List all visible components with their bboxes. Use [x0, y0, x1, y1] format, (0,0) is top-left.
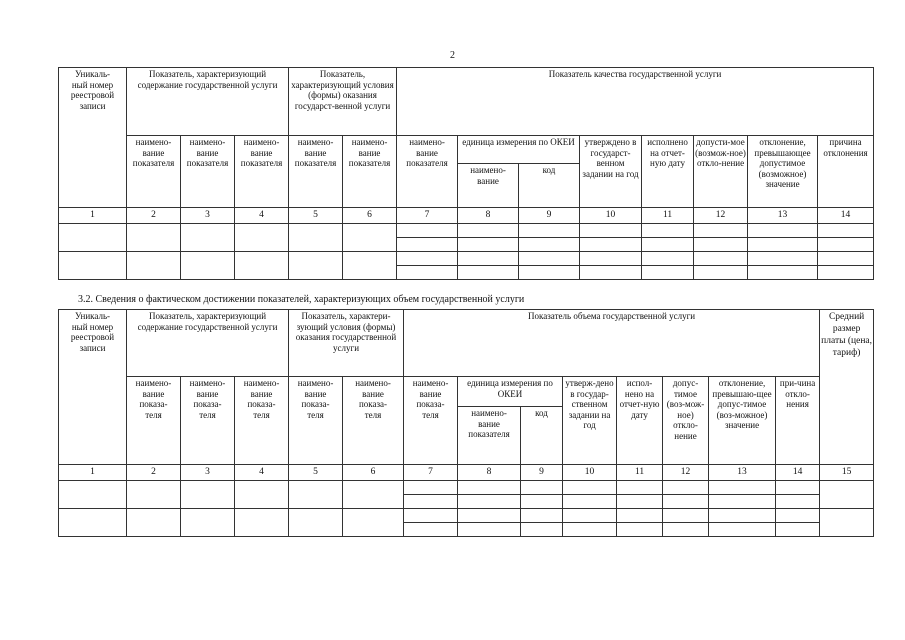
- table-cell[interactable]: [458, 238, 519, 252]
- table-row: [59, 481, 874, 495]
- column-number: 10: [580, 208, 642, 224]
- table-cell[interactable]: [458, 266, 519, 280]
- header-deviation-reason: при-чина откло-нения: [776, 377, 820, 465]
- table-cell[interactable]: [663, 481, 709, 495]
- table-cell[interactable]: [59, 252, 127, 280]
- table-cell[interactable]: [343, 224, 397, 252]
- header-conditions-indicator: Показатель, характеризующий условия (формы) оказания государст-венной услуги: [289, 68, 397, 136]
- table-cell[interactable]: [617, 481, 663, 495]
- header-approved: утверж-дено в государ-ственном задании на год: [563, 377, 617, 465]
- column-number: 7: [397, 208, 458, 224]
- header-deviation-reason: причина отклонения: [818, 136, 874, 208]
- column-number: 6: [343, 208, 397, 224]
- header-okei-name: наимено- вание: [458, 164, 519, 208]
- table-row: [59, 509, 874, 523]
- table-cell[interactable]: [127, 252, 181, 280]
- header-indicator-name: наимено- вание показа- теля: [127, 377, 181, 465]
- table-cell[interactable]: [709, 509, 776, 523]
- column-number: 12: [663, 465, 709, 481]
- table-cell[interactable]: [127, 481, 181, 509]
- table-cell[interactable]: [235, 252, 289, 280]
- table-cell[interactable]: [748, 238, 818, 252]
- header-indicator-name: наимено- вание показателя: [235, 136, 289, 208]
- header-deviation-over: отклонение, превышаю-щее допус-тимое (воз-можное) значение: [709, 377, 776, 465]
- table-cell[interactable]: [59, 509, 127, 537]
- table-cell[interactable]: [563, 523, 617, 537]
- table-cell[interactable]: [343, 509, 404, 537]
- header-content-indicator: Показатель, характеризующий содержание государственной услуги: [127, 310, 289, 377]
- header-average-price: Средний размер платы (цена, тариф): [820, 310, 874, 465]
- column-number: 14: [818, 208, 874, 224]
- volume-indicators-table: [58, 309, 874, 537]
- column-number: 13: [748, 208, 818, 224]
- table-cell[interactable]: [617, 509, 663, 523]
- column-number: 7: [404, 465, 458, 481]
- table-cell[interactable]: [694, 252, 748, 266]
- table-cell[interactable]: [181, 509, 235, 537]
- column-number: 10: [563, 465, 617, 481]
- table-cell[interactable]: [181, 224, 235, 252]
- table-cell[interactable]: [709, 495, 776, 509]
- table-cell[interactable]: [580, 266, 642, 280]
- table-cell[interactable]: [776, 481, 820, 495]
- column-number: 2: [127, 465, 181, 481]
- header-allowed-deviation: допусти-мое (возмож-ное) откло-нение: [694, 136, 748, 208]
- table-cell[interactable]: [818, 252, 874, 266]
- header-approved: утверждено в государст-венном задании на год: [580, 136, 642, 208]
- table-cell[interactable]: [59, 481, 127, 509]
- header-allowed-deviation: допус-тимое (воз-мож-ное) откло-нение: [663, 377, 709, 465]
- table-cell[interactable]: [776, 495, 820, 509]
- table-cell[interactable]: [521, 495, 563, 509]
- table-cell[interactable]: [404, 509, 458, 523]
- table-cell[interactable]: [519, 224, 580, 238]
- header-okei-code: код: [519, 164, 580, 208]
- table-cell[interactable]: [397, 224, 458, 238]
- table-cell[interactable]: [663, 495, 709, 509]
- table-cell[interactable]: [818, 266, 874, 280]
- table-cell[interactable]: [289, 481, 343, 509]
- table-cell[interactable]: [519, 252, 580, 266]
- table-row: [59, 252, 874, 266]
- header-volume-indicator: Показатель объема государственной услуги: [404, 310, 820, 377]
- table-cell[interactable]: [235, 509, 289, 537]
- header-indicator-name: наимено- вание показа- теля: [235, 377, 289, 465]
- table-cell[interactable]: [458, 224, 519, 238]
- table-cell[interactable]: [709, 523, 776, 537]
- table-cell[interactable]: [642, 266, 694, 280]
- table-cell[interactable]: [748, 252, 818, 266]
- column-number: 11: [642, 208, 694, 224]
- table-cell[interactable]: [397, 266, 458, 280]
- table-cell[interactable]: [642, 224, 694, 238]
- table-cell[interactable]: [519, 238, 580, 252]
- table-cell[interactable]: [343, 481, 404, 509]
- table-row: [59, 224, 874, 238]
- table-cell[interactable]: [458, 495, 521, 509]
- column-number: 6: [343, 465, 404, 481]
- table-cell[interactable]: [694, 266, 748, 280]
- header-indicator-name: наимено- вание показателя: [289, 136, 343, 208]
- header-okei-code: код: [521, 407, 563, 465]
- header-indicator-name: наимено- вание показателя: [343, 136, 397, 208]
- column-number: 8: [458, 208, 519, 224]
- header-okei-unit: единица измерения по ОКЕИ: [458, 136, 580, 164]
- header-unique-number: Уникаль- ный номер реестровой записи: [59, 310, 127, 465]
- table-cell[interactable]: [748, 224, 818, 238]
- column-number: 5: [289, 465, 343, 481]
- header-indicator-name: наимено- вание показа- теля: [404, 377, 458, 465]
- table-cell[interactable]: [343, 252, 397, 280]
- header-indicator-name: наимено- вание показа- теля: [289, 377, 343, 465]
- column-number: 3: [181, 465, 235, 481]
- column-number: 13: [709, 465, 776, 481]
- table-cell[interactable]: [289, 509, 343, 537]
- table-cell[interactable]: [404, 495, 458, 509]
- table-cell[interactable]: [694, 224, 748, 238]
- table-cell[interactable]: [397, 238, 458, 252]
- table-cell[interactable]: [235, 224, 289, 252]
- table-cell[interactable]: [181, 252, 235, 280]
- column-number: 3: [181, 208, 235, 224]
- section-title: 3.2. Сведения о фактическом достижении показателей, характеризующих объем государственной услуги: [78, 294, 525, 305]
- quality-indicators-table: [58, 67, 874, 280]
- table-cell[interactable]: [663, 523, 709, 537]
- header-conditions-indicator: Показатель, характери-зующий условия (формы) оказания государственной услуги: [289, 310, 404, 377]
- table-cell[interactable]: [519, 266, 580, 280]
- table-cell[interactable]: [458, 481, 521, 495]
- column-number: 4: [235, 465, 289, 481]
- table-cell[interactable]: [289, 252, 343, 280]
- table-cell[interactable]: [776, 523, 820, 537]
- column-number: 11: [617, 465, 663, 481]
- column-number: 8: [458, 465, 521, 481]
- table-cell[interactable]: [580, 238, 642, 252]
- header-indicator-name: наимено- вание показа- теля: [181, 377, 235, 465]
- header-unique-number: Уникаль- ный номер реестровой записи: [59, 68, 127, 208]
- table-cell[interactable]: [818, 224, 874, 238]
- table-cell[interactable]: [580, 224, 642, 238]
- header-content-indicator: Показатель, характеризующий содержание государственной услуги: [127, 68, 289, 136]
- column-number: 12: [694, 208, 748, 224]
- header-okei-unit: единица измерения по ОКЕИ: [458, 377, 563, 407]
- table-cell[interactable]: [563, 495, 617, 509]
- table-cell[interactable]: [617, 495, 663, 509]
- table-cell[interactable]: [127, 509, 181, 537]
- table-cell[interactable]: [642, 252, 694, 266]
- table-cell[interactable]: [580, 252, 642, 266]
- table-cell[interactable]: [181, 481, 235, 509]
- table-cell[interactable]: [289, 224, 343, 252]
- column-number: 4: [235, 208, 289, 224]
- table-cell[interactable]: [235, 481, 289, 509]
- column-number: 9: [519, 208, 580, 224]
- table-cell[interactable]: [404, 523, 458, 537]
- table-cell[interactable]: [563, 481, 617, 495]
- header-indicator-name: наимено- вание показателя: [127, 136, 181, 208]
- column-number: 5: [289, 208, 343, 224]
- header-executed: испол-нено на отчет-ную дату: [617, 377, 663, 465]
- column-number: 9: [521, 465, 563, 481]
- table-cell[interactable]: [521, 509, 563, 523]
- table-cell[interactable]: [127, 224, 181, 252]
- column-number: 1: [59, 465, 127, 481]
- column-number: 2: [127, 208, 181, 224]
- table-cell[interactable]: [458, 252, 519, 266]
- header-indicator-name: наимено- вание показателя: [397, 136, 458, 208]
- table-cell[interactable]: [776, 509, 820, 523]
- table-cell[interactable]: [617, 523, 663, 537]
- table-cell[interactable]: [521, 523, 563, 537]
- table-cell[interactable]: [642, 238, 694, 252]
- table-cell[interactable]: [694, 238, 748, 252]
- column-number: 15: [820, 465, 874, 481]
- table-cell[interactable]: [397, 252, 458, 266]
- table-cell[interactable]: [404, 481, 458, 495]
- table-cell[interactable]: [663, 509, 709, 523]
- table-cell[interactable]: [59, 224, 127, 252]
- table-cell[interactable]: [521, 481, 563, 495]
- column-number: 14: [776, 465, 820, 481]
- column-number: 1: [59, 208, 127, 224]
- header-quality-indicator: Показатель качества государственной услуги: [397, 68, 874, 136]
- header-indicator-name: наимено- вание показателя: [181, 136, 235, 208]
- header-deviation-over: отклонение, превышающее допустимое (возможное) значение: [748, 136, 818, 208]
- header-executed: исполнено на отчет-ную дату: [642, 136, 694, 208]
- table-cell[interactable]: [709, 481, 776, 495]
- table-cell[interactable]: [458, 523, 521, 537]
- table-cell[interactable]: [458, 509, 521, 523]
- header-okei-name: наимено- вание показателя: [458, 407, 521, 465]
- table-cell[interactable]: [818, 238, 874, 252]
- header-indicator-name: наимено- вание показа- теля: [343, 377, 404, 465]
- table-cell[interactable]: [748, 266, 818, 280]
- page-number: 2: [450, 50, 455, 61]
- table-cell[interactable]: [820, 481, 874, 509]
- table-cell[interactable]: [563, 509, 617, 523]
- table-cell[interactable]: [820, 509, 874, 537]
